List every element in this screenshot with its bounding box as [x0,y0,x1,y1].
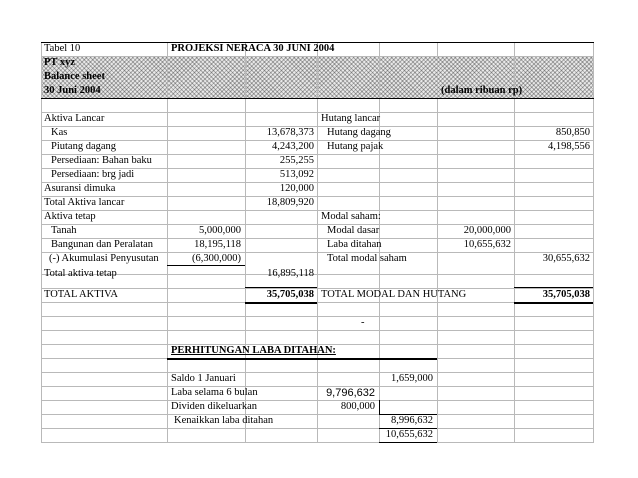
cash-label: Kas [51,127,68,138]
base-capital-value: 20,000,000 [463,225,511,236]
grid-line [317,42,318,442]
grid-line [41,224,594,225]
retained-calc-title: PERHITUNGAN LABA DITAHAN: [171,345,336,356]
grid-line [41,288,594,289]
total-fixed-assets-value: 16,895,118 [267,268,314,279]
dividends-label: Dividen dikeluarkan [171,401,258,412]
retained-earnings-value: 10,655,632 [463,239,511,250]
current-liabilities-heading: Hutang lancar [321,113,381,124]
equity-heading: Modal saham: [321,211,381,222]
buildings-value: 18,195,118 [194,239,241,250]
depreciation-value: (6,300,000) [192,253,241,264]
total-assets-value: 35,705,038 [266,289,314,300]
retained-closing-top-rule [379,428,437,429]
payables-label: Hutang dagang [327,127,391,138]
grid-line [41,316,594,317]
depreciation-label: (-) Akumulasi Penyusutan [49,253,159,264]
grid-line [593,42,594,442]
grid-line [41,372,594,373]
grid-line [41,182,594,183]
total-liabilities-equity-label: TOTAL MODAL DAN HUTANG [321,289,467,300]
company-name: PT xyz [44,57,76,68]
unit-note: (dalam ribuan rp) [441,85,523,96]
payables-value: 850,850 [555,127,590,138]
grid-line [41,274,594,275]
retained-increase-rule [379,414,437,415]
raw-inventory-label: Persediaan: Bahan baku [51,155,152,166]
prepaid-insurance-label: Asuransi dimuka [44,183,116,194]
grid-line [41,42,42,442]
period-profit-label: Laba selama 6 bulan [171,387,258,398]
table-top-border [41,42,594,43]
receivables-value: 4,243,200 [272,141,314,152]
retained-increase-value: 8,996,632 [391,415,433,426]
grid-line [41,442,594,443]
page-title: PROJEKSI NERACA 30 JUNI 2004 [171,43,335,54]
tax-payable-value: 4,198,556 [548,141,590,152]
receivables-label: Piutang dagang [51,141,117,152]
dash-mark: - [361,317,365,328]
grid-line [41,302,594,303]
retained-closing-bottom-rule [379,442,437,443]
total-liabilities-top-rule [514,287,593,288]
prepaid-insurance-value: 120,000 [279,183,314,194]
fixed-assets-sum-rule [167,265,245,266]
total-assets-top-rule [245,287,317,288]
header-bottom-rule [41,98,594,99]
report-date: 30 Juni 2004 [44,85,101,96]
grid-line [41,56,594,57]
retained-calc-divider [379,400,380,414]
grid-line [245,42,246,442]
total-assets-bottom-rule [245,302,317,304]
retained-calc-underline [167,358,437,360]
grid-line [41,140,594,141]
grid-line [41,428,594,429]
grid-line [41,414,594,415]
period-profit-value: 9,796,632 [326,387,375,399]
report-name: Balance sheet [44,71,105,82]
dividends-value: 800,000 [340,401,375,412]
retained-earnings-label: Laba ditahan [327,239,382,250]
fixed-assets-heading: Aktiva tetap [44,211,96,222]
total-liabilities-equity-value: 35,705,038 [542,289,590,300]
total-assets-label: TOTAL AKTIVA [44,289,118,300]
land-label: Tanah [51,225,77,236]
finished-inventory-value: 513,092 [279,169,314,180]
grid-line [41,210,594,211]
total-current-assets-value: 18,809,920 [266,197,314,208]
retained-increase-label: Kenaikkan laba ditahan [174,415,274,426]
raw-inventory-value: 255,255 [279,155,314,166]
total-current-assets-label: Total Aktiva lancar [44,197,125,208]
total-equity-label: Total modal saham [327,253,407,264]
balance-sheet-table [41,42,594,442]
grid-line [41,126,594,127]
grid-line [41,330,594,331]
total-fixed-assets-label: Total aktiva tetap [44,268,117,279]
finished-inventory-label: Persediaan: brg jadi [51,169,135,180]
opening-balance-value: 1,659,000 [391,373,433,384]
grid-line [41,112,594,113]
cash-value: 13,678,373 [266,127,314,138]
buildings-label: Bangunan dan Peralatan [51,239,154,250]
base-capital-label: Modal dasar [327,225,380,236]
opening-balance-label: Saldo 1 Januari [171,373,236,384]
land-value: 5,000,000 [199,225,241,236]
total-liabilities-bottom-rule [514,302,593,304]
tax-payable-label: Hutang pajak [327,141,384,152]
current-assets-heading: Aktiva Lancar [44,113,105,124]
grid-line [514,42,515,442]
retained-closing-value: 10,655,632 [385,429,433,440]
table-label: Tabel 10 [44,43,81,54]
total-equity-value: 30,655,632 [542,253,590,264]
